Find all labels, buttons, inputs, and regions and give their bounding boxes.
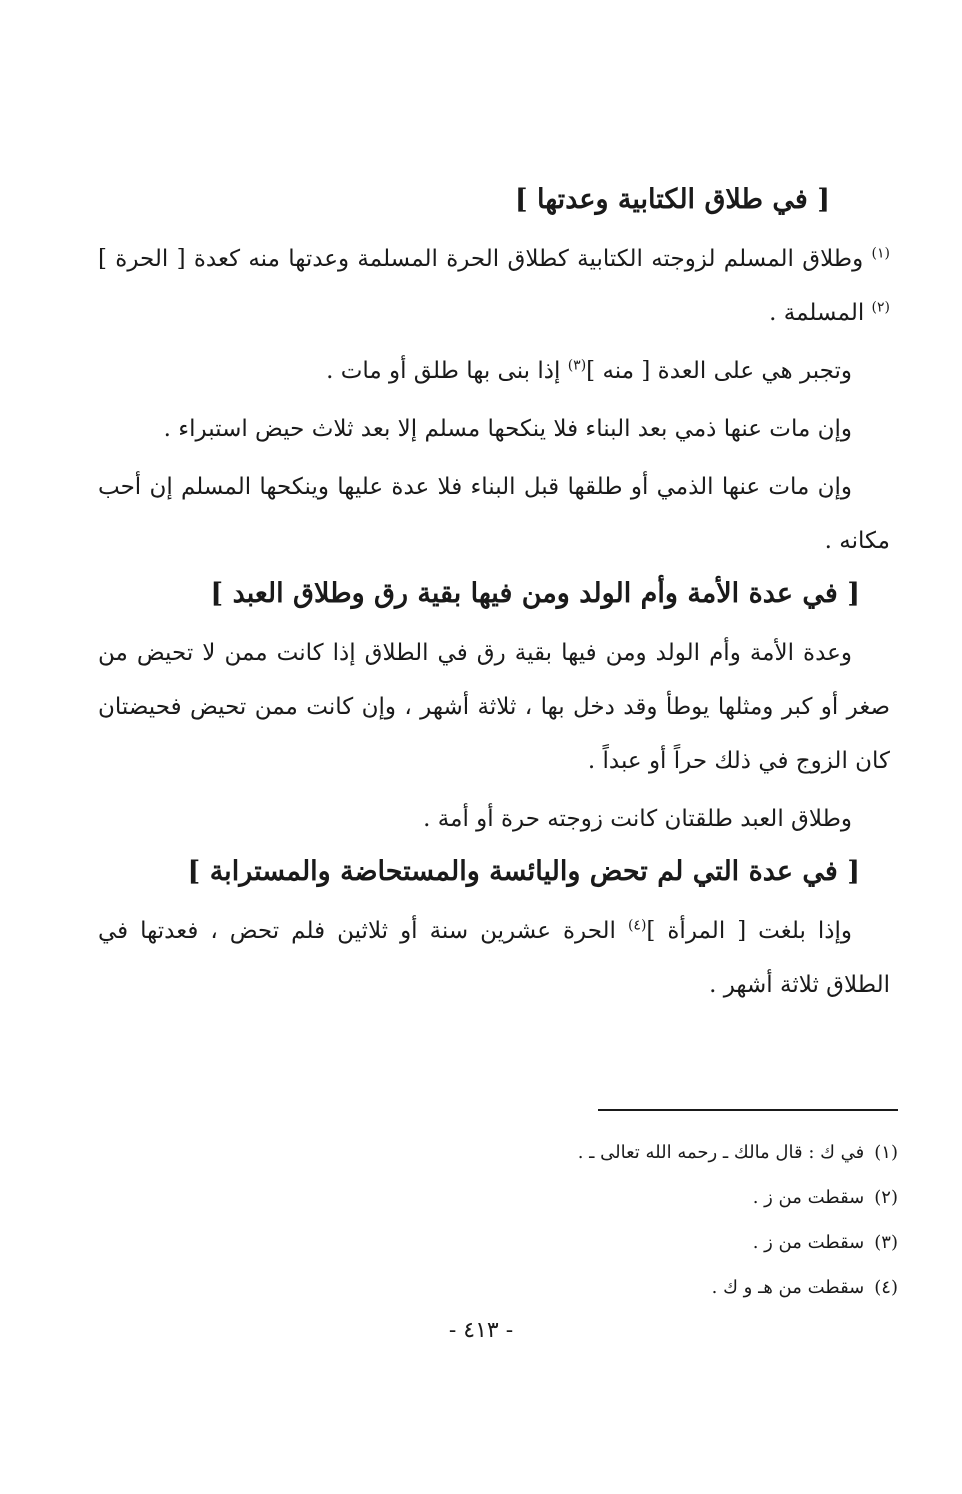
paragraph-text: وإن مات عنها الذمي أو طلقها قبل البناء فلا عدة عليها وينكحها المسلم إن أحب مكانه .: [98, 474, 890, 554]
section-heading-1: [ في طلاق الكتابية وعدتها ]: [514, 184, 830, 215]
paragraph-text: الحرة عشرين سنة أو ثلاثين فلم تحض ، فعدتها في الطلاق ثلاثة أشهر .: [98, 918, 890, 998]
footnote-2: [378, 1175, 898, 1220]
paragraph-2-1: [98, 626, 890, 788]
footnote-separator: [598, 1109, 898, 1111]
footnote-marker-4[interactable]: (٤): [627, 917, 647, 934]
paragraph-2-2: [98, 792, 890, 846]
paragraph-3-1: [98, 904, 890, 1012]
footnote-number: (٤): [874, 1277, 898, 1298]
footnote-4: [378, 1265, 898, 1310]
footnote-number: (٢): [874, 1187, 898, 1208]
footnote-marker-1[interactable]: (١): [871, 245, 890, 262]
paragraph-text: وإن مات عنها ذمي بعد البناء فلا ينكحها مسلم إلا بعد ثلاث حيض استبراء .: [163, 416, 852, 442]
page-number: - ٤١٣ -: [448, 1318, 514, 1343]
paragraph-text: المسلمة .: [769, 300, 872, 326]
footnote-text: سقطت من ز .: [752, 1187, 865, 1208]
paragraph-text: وعدة الأمة وأم الولد ومن فيها بقية رق في الطلاق إذا كانت ممن لا تحيض من صغر أو كبر ومثلها يوطأ وقد دخل بها ، ثلاثة أشهر ، وإن كانت ممن تحيض فحيضتان كان الزوج في ذلك حراً أو عبداً .: [98, 640, 890, 774]
footnote-number: (١): [874, 1142, 898, 1163]
paragraph-text: وطلاق المسلم لزوجته الكتابية كطلاق الحرة المسلمة وعدتها منه كعدة [ الحرة ]: [98, 246, 872, 272]
section-heading-3: [ في عدة التي لم تحض واليائسة والمستحاضة والمسترابة ]: [187, 856, 860, 887]
paragraph-1-3: [98, 402, 890, 456]
footnote-text: سقطت من هـ و ك .: [711, 1277, 865, 1298]
main-text: [98, 180, 890, 1016]
footnote-number: (٣): [874, 1232, 898, 1253]
footnote-3: [378, 1220, 898, 1265]
paragraph-1-2: [98, 344, 890, 398]
footnote-marker-2[interactable]: (٢): [871, 299, 890, 316]
footnote-1: [378, 1130, 898, 1175]
footnote-marker-3[interactable]: (٣): [567, 357, 587, 374]
paragraph-1-1: [98, 232, 890, 340]
section-heading-2: [ في عدة الأمة وأم الولد ومن فيها بقية رق وطلاق العبد ]: [210, 578, 860, 609]
paragraph-1-4: [98, 460, 890, 568]
paragraph-text: وإذا بلغت [ المرأة ]: [646, 918, 852, 944]
paragraph-text: وتجبر هي على العدة [ منه ]: [586, 358, 852, 384]
paragraph-text: وطلاق العبد طلقتان كانت زوجته حرة أو أمة .: [423, 806, 852, 832]
footnote-text: سقطت من ز .: [752, 1232, 865, 1253]
footnote-text: في ك : قال مالك ـ رحمه الله تعالى ـ .: [577, 1142, 865, 1163]
footnotes: [378, 1130, 898, 1310]
paragraph-text: إذا بنى بها طلق أو مات .: [326, 358, 568, 384]
